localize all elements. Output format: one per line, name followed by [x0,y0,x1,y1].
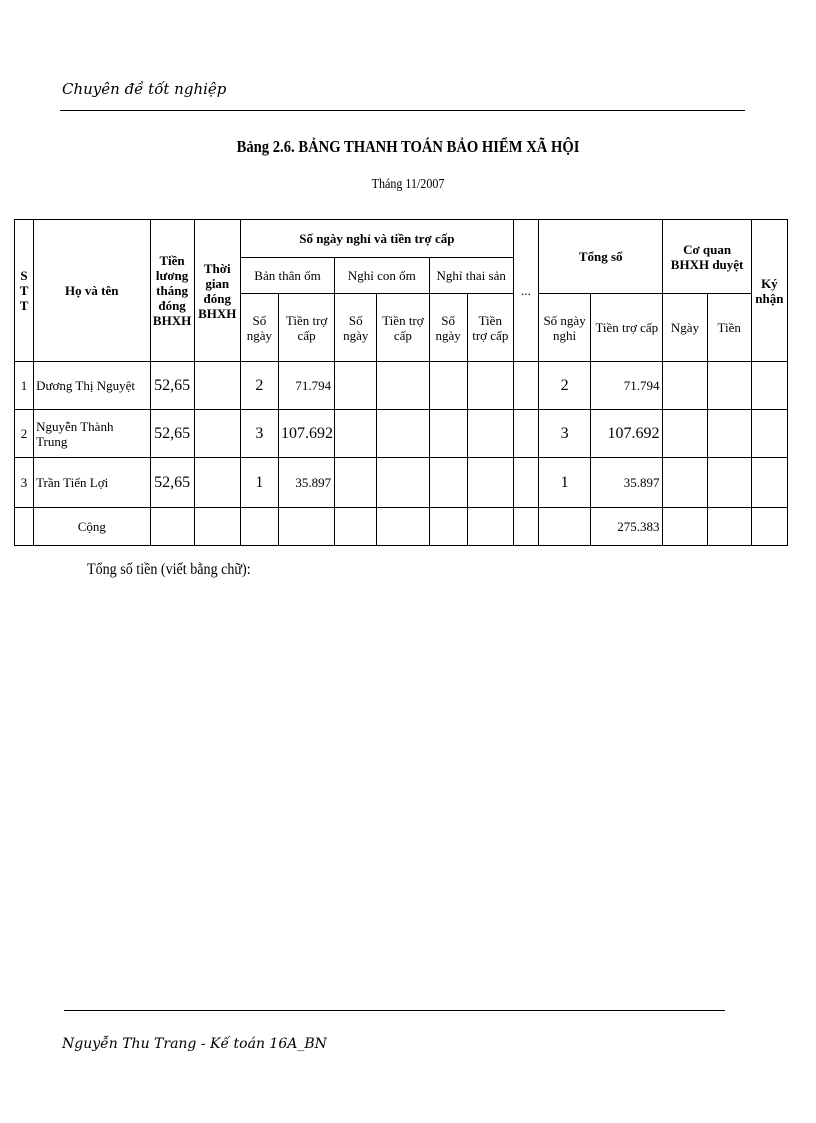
page-header: Chuyên đề tốt nghiệp [62,80,227,98]
header-sign: Ký nhận [751,220,787,362]
header-self-sick: Bản thân ốm [240,258,334,294]
cell-total-allowance: 71.794 [591,362,663,410]
cell-allowance: 35.897 [278,458,334,508]
table-row [15,410,788,458]
cell-salary: 52,65 [150,362,194,410]
cell-days: 2 [240,362,278,410]
footer-rule [64,1010,725,1011]
cell-allowance: 107.692 [278,410,334,458]
cell-days: 3 [240,410,278,458]
table-row [15,362,788,410]
header-agency-days: Ngày [663,294,707,362]
cell-salary: 52,65 [150,410,194,458]
header-leave-group: Số ngày nghỉ và tiền trợ cấp [240,220,513,258]
cell-total-days: 2 [538,362,590,410]
cell-total-days: 3 [538,410,590,458]
cell-total-allowance: 107.692 [591,410,663,458]
header-salary: Tiền lương tháng đóng BHXH [150,220,194,362]
header-stt: S T T [15,220,34,362]
cell-stt: 3 [15,458,34,508]
header-agency-money: Tiền [707,294,751,362]
cell-total-days: 1 [538,458,590,508]
cell-salary: 52,65 [150,458,194,508]
cell-name: Trần Tiến Lợi [34,458,150,508]
total-in-words-label: Tổng số tiền (viết bằng chữ): [87,561,251,578]
header-self-days: Số ngày [240,294,278,362]
header-total-days: Số ngày nghỉ [538,294,590,362]
header-child-allowance: Tiền trợ cấp [377,294,429,362]
total-label: Cộng [34,508,150,546]
cell-name: Nguyễn Thành Trung [34,410,150,458]
header-total: Tổng số [538,220,662,294]
header-self-allowance: Tiền trợ cấp [278,294,334,362]
header-child-days: Số ngày [335,294,377,362]
cell-stt: 2 [15,410,34,458]
page-footer: Nguyễn Thu Trang - Kế toán 16A_BN [62,1036,327,1052]
cell-name: Dương Thị Nguyệt [34,362,150,410]
header-child-sick: Nghỉ con ốm [335,258,429,294]
header-total-allowance: Tiền trợ cấp [591,294,663,362]
table-row [15,458,788,508]
header-rule [60,110,745,111]
cell-total-allowance: 35.897 [591,458,663,508]
table-subtitle: Tháng 11/2007 [371,177,445,192]
header-maternity-days: Số ngày [429,294,467,362]
header-agency: Cơ quan BHXH duyệt [663,220,751,294]
header-name: Họ và tên [34,220,150,362]
header-maternity-allowance: Tiền trợ cấp [467,294,513,362]
table-title: Bảng 2.6. BẢNG THANH TOÁN BẢO HIỂM XÃ HỘI [236,137,580,156]
cell-days: 1 [240,458,278,508]
insurance-payment-table [14,219,788,546]
cell-stt: 1 [15,362,34,410]
header-period: Thời gian đóng BHXH [194,220,240,362]
total-allowance: 275.383 [591,508,663,546]
header-dots: ... [513,220,538,362]
cell-allowance: 71.794 [278,362,334,410]
header-maternity: Nghỉ thai sản [429,258,513,294]
total-row [15,508,788,546]
